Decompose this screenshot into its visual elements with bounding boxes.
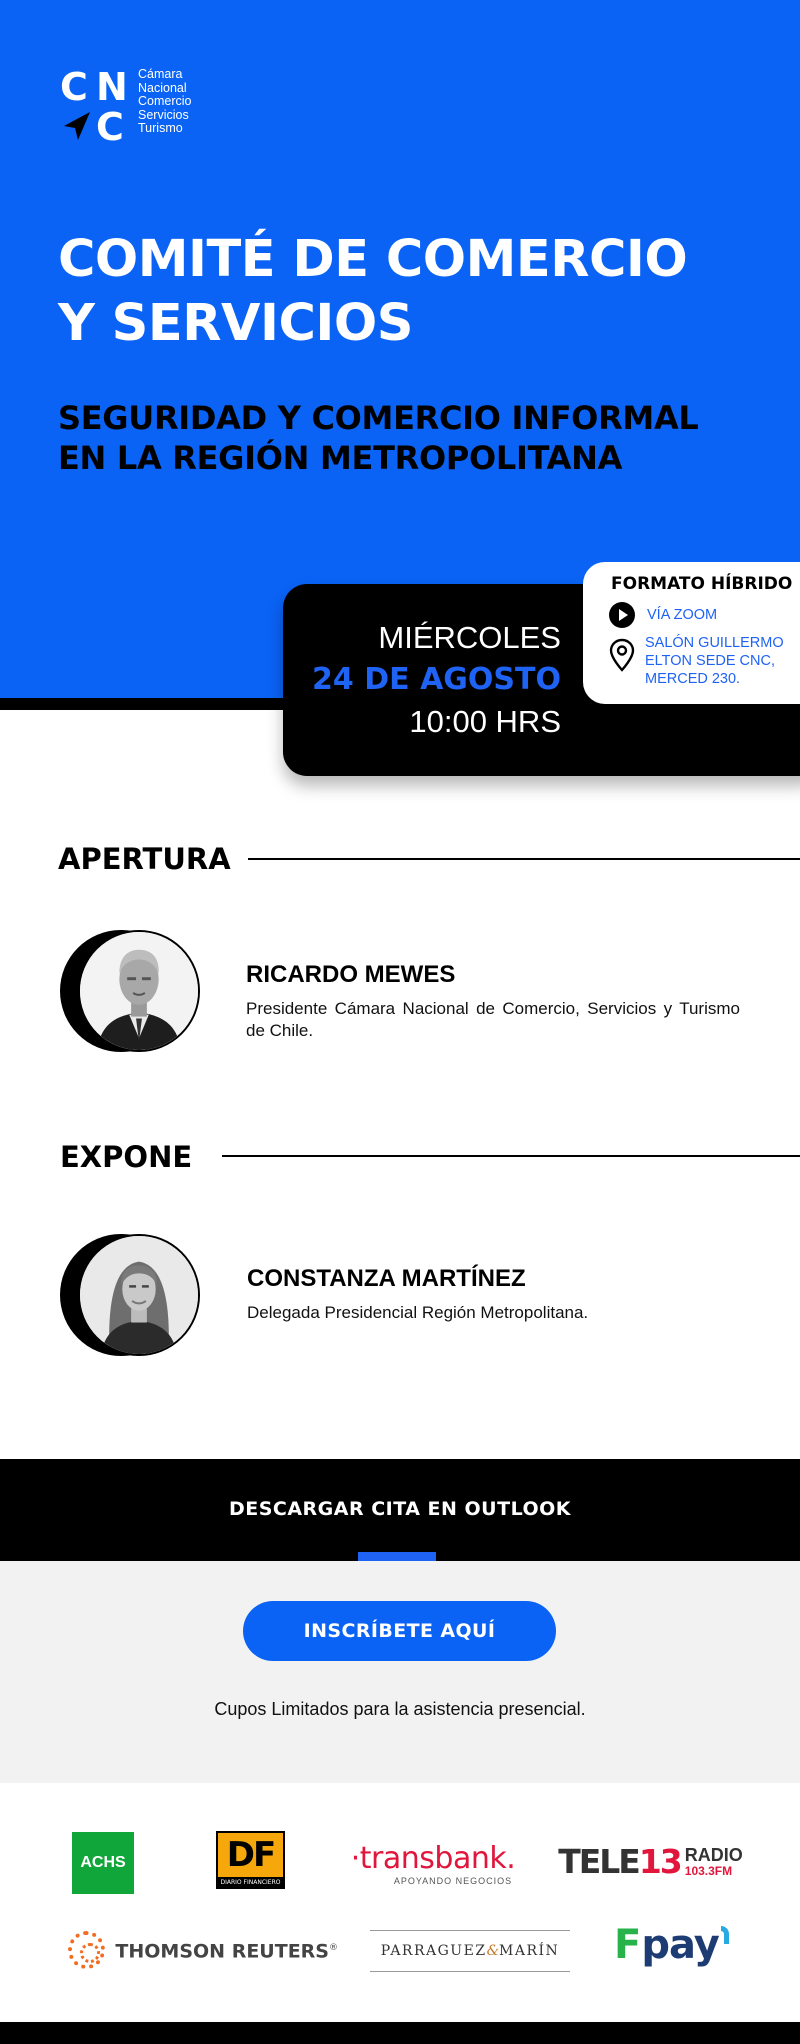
sponsor-logo-fpay — [614, 1920, 729, 1970]
event-title-line: COMITÉ DE COMERCIO — [58, 230, 688, 289]
format-card — [583, 562, 800, 704]
event-subtitle — [58, 398, 778, 478]
speaker-role: Presidente Cámara Nacional de Comercio, Servicios y Turismo de Chile. — [246, 999, 740, 1040]
tele13-wordmark — [558, 1844, 681, 1880]
cnc-logo-mark — [60, 65, 132, 149]
fpay-pay: pay — [641, 1922, 719, 1968]
event-weekday: MIÉRCOLES — [378, 620, 561, 655]
sponsor-logo-tele13 — [558, 1840, 743, 1884]
logo-line: Servicios — [138, 107, 189, 122]
register-note: Cupos Limitados para la asistencia presencial. — [214, 1699, 586, 1719]
marin-name: MARÍN — [499, 1943, 560, 1959]
venue-line: SALÓN GUILLERMO — [645, 635, 784, 651]
avatar-constanza-martinez — [60, 1234, 200, 1356]
transbank-wordmark: ·transbank. — [350, 1841, 516, 1876]
registered-mark: ® — [329, 1943, 338, 1954]
logo-wordmark — [138, 68, 192, 136]
event-time: 10:00 HRS — [409, 704, 561, 739]
logo-letter-c1: C — [60, 65, 88, 109]
thomson-reuters-wordmark — [115, 1937, 338, 1962]
transbank-tagline: APOYANDO NEGOCIOS — [393, 1876, 513, 1886]
person-portrait-icon — [80, 1236, 198, 1354]
section-title-opening: APERTURA — [58, 842, 231, 876]
tele13-number: 13 — [638, 1842, 681, 1881]
speaker-name: CONSTANZA MARTÍNEZ — [247, 1265, 526, 1292]
sponsor-logo-thomson-reuters — [68, 1930, 338, 1970]
tele13-frequency: 103.3FM — [684, 1864, 733, 1878]
zoom-link[interactable]: VÍA ZOOM — [647, 607, 718, 623]
avatar-ricardo-mewes — [60, 930, 200, 1052]
logo-letter-c2: C — [96, 105, 124, 149]
active-tab-indicator — [358, 1552, 436, 1561]
tele13-radio — [685, 1846, 743, 1878]
sponsor-logo-transbank — [338, 1840, 528, 1890]
tele13-radio-label: RADIO — [684, 1845, 743, 1865]
venue-line: MERCED 230. — [645, 671, 741, 687]
logo-letter-n: N — [96, 65, 128, 109]
speaker-role: Delegada Presidencial Región Metropolitana. — [247, 1303, 589, 1322]
section-divider — [222, 1155, 800, 1157]
person-portrait-icon — [80, 932, 198, 1050]
logo-arrow-icon — [62, 110, 92, 142]
event-subtitle-line: EN LA REGIÓN METROPOLITANA — [58, 439, 623, 477]
fpay-f: F — [614, 1922, 642, 1968]
footer-bar — [0, 2022, 800, 2044]
logo-line: Turismo — [138, 121, 183, 135]
play-icon — [609, 602, 635, 628]
event-subtitle-line: SEGURIDAD Y COMERCIO INFORMAL — [58, 399, 699, 437]
parraguez-ampersand: & — [486, 1943, 500, 1959]
event-date: 24 DE AGOSTO — [312, 662, 561, 697]
format-title: FORMATO HÍBRIDO — [611, 574, 793, 594]
tele13-tele: TELE — [558, 1842, 639, 1881]
section-divider — [248, 858, 800, 860]
cnc-logo — [60, 65, 220, 149]
map-pin-icon — [609, 638, 635, 672]
sponsor-logo-df — [216, 1831, 285, 1889]
logo-line: Nacional — [138, 80, 187, 95]
download-outlook-link[interactable]: DESCARGAR CITA EN OUTLOOK — [228, 1498, 572, 1520]
df-letters: DF — [226, 1835, 275, 1875]
register-section — [0, 1561, 800, 1783]
event-title — [58, 228, 758, 356]
speaker-name: RICARDO MEWES — [246, 961, 456, 988]
event-title-line: Y SERVICIOS — [58, 294, 413, 353]
fpay-mark-icon — [721, 1926, 729, 1944]
venue-line: ELTON SEDE CNC, — [645, 653, 775, 669]
avatar-photo — [78, 930, 200, 1052]
venue-address — [645, 634, 800, 688]
section-title-speaker: EXPONE — [60, 1140, 193, 1174]
avatar-photo — [78, 1234, 200, 1356]
sponsor-logo-achs: ACHS — [72, 1832, 134, 1894]
outlook-bar — [0, 1459, 800, 1561]
thomson-reuters-name: THOMSON REUTERS — [115, 1940, 329, 1963]
logo-line: Comercio — [138, 94, 192, 108]
parraguez-name: PARRAGUEZ — [380, 1943, 487, 1959]
register-button[interactable]: INSCRÍBETE AQUÍ — [243, 1601, 556, 1661]
df-subtitle: DIARIO FINANCIERO — [218, 1877, 283, 1889]
logo-line: Cámara — [138, 67, 183, 81]
thomson-reuters-ring-icon — [68, 1931, 105, 1969]
sponsor-logo-parraguez-marin — [370, 1930, 570, 1972]
